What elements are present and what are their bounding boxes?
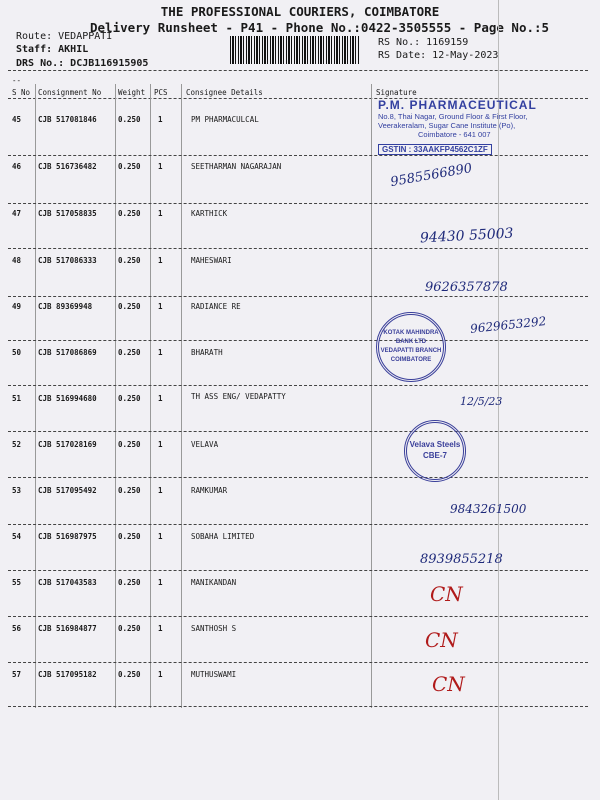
- company-stamp: [378, 98, 558, 154]
- row-consignee: RAMKUMAR: [191, 486, 228, 495]
- row-pcs: 1: [158, 115, 163, 124]
- route: Route: VEDAPPATI: [16, 31, 113, 42]
- row-divider: [8, 477, 588, 478]
- row-consignee: MUTHUSWAMI: [191, 670, 237, 679]
- row-weight: 0.250: [118, 302, 141, 311]
- stamp-line: Veerakeralam, Sugar Cane Institute (Po),: [378, 121, 516, 130]
- col-line: [181, 84, 182, 708]
- signature-55: CN: [430, 582, 463, 606]
- signature-46: 9585566890: [389, 160, 474, 191]
- row-pcs: 1: [158, 440, 163, 449]
- row-consignee: SEETHARMAN NAGARAJAN: [191, 162, 282, 171]
- col-sno: S No: [12, 88, 31, 97]
- drs-number: DRS No.: DCJB116915905: [16, 58, 149, 69]
- company-title: THE PROFESSIONAL COURIERS, COIMBATORE: [160, 4, 440, 19]
- col-weight: Weight: [118, 88, 146, 97]
- dash-mark: --: [12, 76, 22, 85]
- col-consignee: Consignee Details: [186, 88, 263, 97]
- row-sno: 45: [12, 115, 22, 124]
- row-consignment: CJB 517043583: [38, 578, 97, 587]
- row-weight: 0.250: [118, 162, 141, 171]
- row-consignment: CJB 517086333: [38, 256, 97, 265]
- row-pcs: 1: [158, 578, 163, 587]
- row-sno: 46: [12, 162, 22, 171]
- col-line: [35, 84, 36, 708]
- row-sno: 47: [12, 209, 22, 218]
- rs-number: RS No.: 1169159: [378, 37, 469, 48]
- stamp-line: Coimbatore - 641 007: [418, 130, 491, 139]
- row-weight: 0.250: [118, 624, 141, 633]
- row-pcs: 1: [158, 302, 163, 311]
- row-consignee: BHARATH: [191, 348, 223, 357]
- row-weight: 0.250: [118, 578, 141, 587]
- row-pcs: 1: [158, 162, 163, 171]
- row-divider: [8, 248, 588, 249]
- row-divider: [8, 296, 588, 297]
- row-weight: 0.250: [118, 256, 141, 265]
- row-weight: 0.250: [118, 115, 141, 124]
- row-consignee: VELAVA: [191, 440, 219, 449]
- velava-round-stamp: Velava Steels CBE-7: [404, 420, 466, 482]
- row-weight: 0.250: [118, 670, 141, 679]
- row-sno: 57: [12, 670, 22, 679]
- row-consignee: PM PHARMACULCAL: [191, 115, 259, 124]
- row-divider: [8, 524, 588, 525]
- row-divider: [8, 431, 588, 432]
- stamp-name: P.M. PHARMACEUTICAL: [378, 98, 537, 112]
- row-divider: [8, 340, 588, 341]
- row-divider: [8, 616, 588, 617]
- row-pcs: 1: [158, 624, 163, 633]
- row-consignee: SOBAHA LIMITED: [191, 532, 255, 541]
- row-divider: [8, 385, 588, 386]
- row-pcs: 1: [158, 670, 163, 679]
- signature-47: 94430 55003: [419, 225, 514, 247]
- row-consignee: RADIANCE RE: [191, 302, 241, 311]
- row-sno: 53: [12, 486, 22, 495]
- row-consignment: CJB 89369948: [38, 302, 93, 311]
- row-consignment: CJB 516987975: [38, 532, 97, 541]
- col-consignment: Consignment No: [38, 88, 102, 97]
- row-weight: 0.250: [118, 394, 141, 403]
- row-weight: 0.250: [118, 209, 141, 218]
- col-line: [115, 84, 116, 708]
- signature-54: 8939855218: [420, 552, 503, 567]
- row-weight: 0.250: [118, 486, 141, 495]
- row-sno: 52: [12, 440, 22, 449]
- row-sno: 51: [12, 394, 22, 403]
- row-consignee: KARTHICK: [191, 209, 228, 218]
- stamp-gstin: GSTIN : 33AAKFP4562C1ZF: [378, 144, 492, 155]
- row-weight: 0.250: [118, 348, 141, 357]
- col-signature: Signature: [376, 88, 417, 97]
- row-consignment: CJB 516736482: [38, 162, 97, 171]
- row-sno: 55: [12, 578, 22, 587]
- row-consignee: MANIKANDAN: [191, 578, 237, 587]
- divider: [8, 70, 588, 71]
- row-weight: 0.250: [118, 532, 141, 541]
- row-divider: [8, 203, 588, 204]
- row-divider: [8, 570, 588, 571]
- row-divider: [8, 706, 588, 707]
- row-sno: 48: [12, 256, 22, 265]
- runsheet-subtitle: Delivery Runsheet - P41 - Phone No.:0422-3505555 - Page No.:5: [90, 20, 550, 35]
- row-consignment: CJB 517086869: [38, 348, 97, 357]
- signature-48: 9626357878: [425, 280, 508, 295]
- row-consignee: MAHESWARI: [191, 256, 232, 265]
- row-consignment: CJB 517081846: [38, 115, 97, 124]
- col-pcs: PCS: [154, 88, 168, 97]
- signature-51: 12/5/23: [460, 395, 503, 408]
- row-sno: 49: [12, 302, 22, 311]
- col-line: [150, 84, 151, 708]
- row-consignment: CJB 516984877: [38, 624, 97, 633]
- staff: Staff: AKHIL: [16, 44, 89, 55]
- row-consignee: TH ASS ENG/ VEDAPATTY: [191, 392, 286, 401]
- row-sno: 54: [12, 532, 22, 541]
- row-consignee: SANTHOSH S: [191, 624, 237, 633]
- signature-57: CN: [432, 672, 465, 696]
- row-pcs: 1: [158, 486, 163, 495]
- row-sno: 56: [12, 624, 22, 633]
- rs-date: RS Date: 12-May-2023: [378, 50, 499, 61]
- row-weight: 0.250: [118, 440, 141, 449]
- row-divider: [8, 662, 588, 663]
- row-consignment: CJB 517028169: [38, 440, 97, 449]
- barcode: [230, 36, 360, 64]
- signature-53: 9843261500: [450, 502, 527, 516]
- row-pcs: 1: [158, 209, 163, 218]
- row-consignment: CJB 517058835: [38, 209, 97, 218]
- row-consignment: CJB 517095182: [38, 670, 97, 679]
- row-sno: 50: [12, 348, 22, 357]
- row-consignment: CJB 516994680: [38, 394, 97, 403]
- bank-round-stamp: KOTAK MAHINDRA BANK LTD VEDAPATTI BRANCH COIMBATORE: [376, 312, 446, 382]
- signature-49: 9629653292: [469, 314, 547, 336]
- col-line: [371, 84, 372, 708]
- row-pcs: 1: [158, 532, 163, 541]
- row-consignment: CJB 517095492: [38, 486, 97, 495]
- signature-56: CN: [425, 628, 458, 652]
- row-pcs: 1: [158, 256, 163, 265]
- stamp-line: No.8, Thai Nagar, Ground Floor & First Floor,: [378, 112, 528, 121]
- row-pcs: 1: [158, 348, 163, 357]
- row-pcs: 1: [158, 394, 163, 403]
